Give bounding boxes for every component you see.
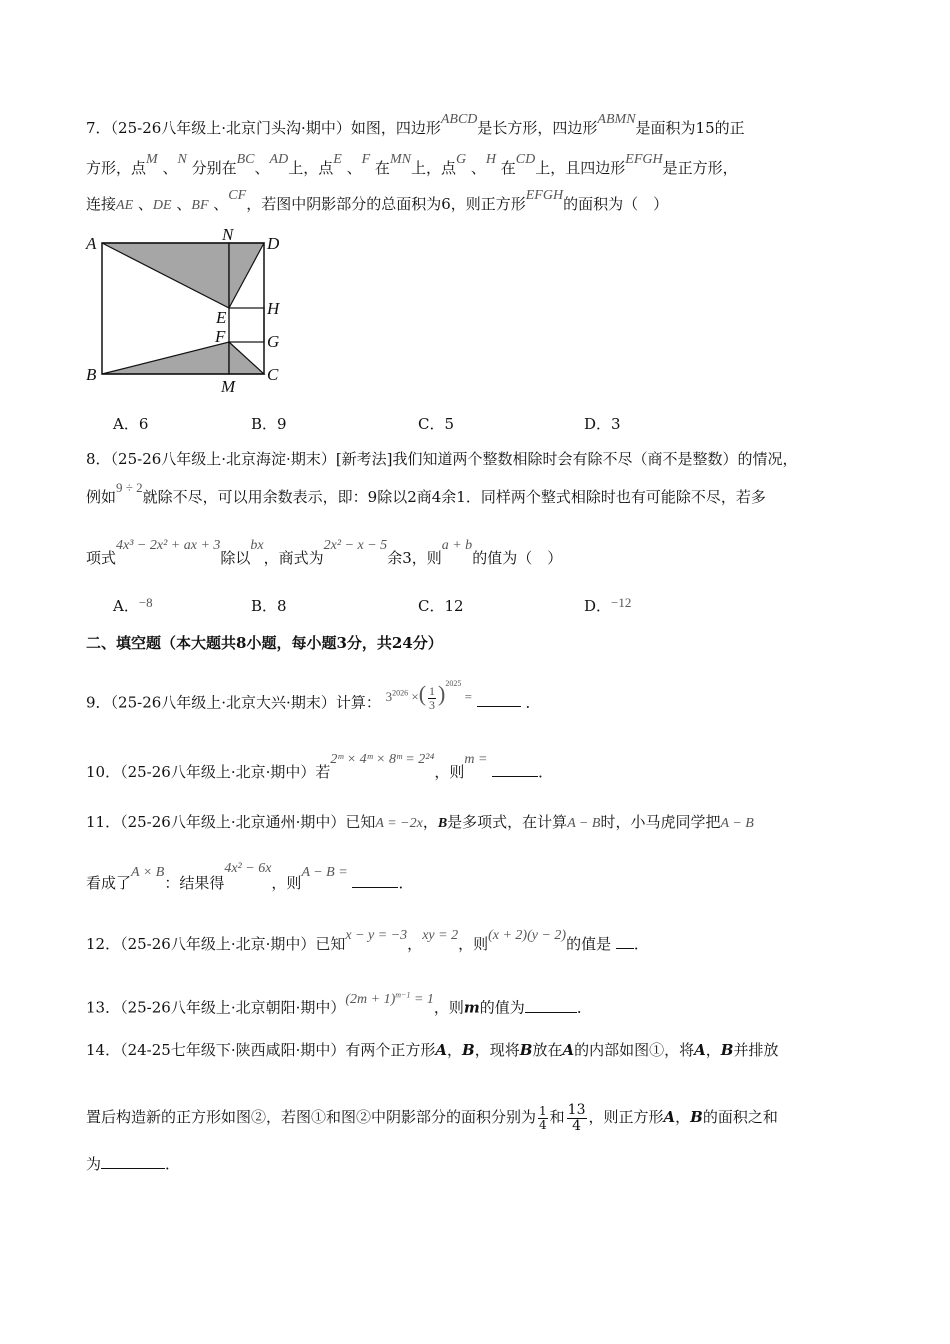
shaded-triangle-bfm [102, 342, 229, 374]
q8-option-a: A．−8 [113, 595, 153, 615]
label-e: E [216, 308, 227, 327]
label-f: F [215, 327, 226, 346]
label-m: M [221, 377, 236, 396]
q7-line3: 连接AE 、DE 、BF 、CF，若图中阴影部分的总面积为6，则正方形EFGH的面积为（ ） [86, 188, 669, 213]
q10-line: 10．（25-26八年级上·北京·期中）若2ᵐ × 4ᵐ × 8ᵐ = 2²⁴，则m = ． [86, 752, 554, 781]
q14-line1: 14．（24-25七年级下·陕西咸阳·期中）有两个正方形A，B，现将B放在A的内部如图①，将A，B并排放 [86, 1041, 779, 1059]
q7-line2: 方形，点M 、N 分别在BC、AD上，点E 、F 在MN上，点G 、H 在CD上，且四边形EFGH是正方形， [86, 152, 738, 177]
shaded-triangle-fcm [229, 342, 264, 374]
q10-answer-blank[interactable] [492, 762, 538, 777]
q8-option-c: C．12 [418, 597, 464, 615]
q11-line2: 看成了A × B：结果得4x² − 6x，则A − B = ． [86, 861, 414, 892]
section-heading: 二、填空题（本大题共8小题，每小题3分，共24分） [86, 634, 443, 652]
q14-answer-blank[interactable] [101, 1154, 165, 1169]
square-efgh [229, 308, 264, 342]
q14-line2: 置后构造新的正方形如图②，若图①和图②中阴影部分的面积分别为 $\frac{1}{4}$ 和 $\frac{13}{4}$ ，则正方形A，B的面积之和 [86, 1101, 778, 1134]
q7-option-a: A．6 [113, 415, 149, 433]
q8-line1: 8．（25-26八年级上·北京海淀·期末）[新考法]我们知道两个整数相除时会有除不尽（商不是整数）的情况， [86, 450, 798, 468]
shaded-triangle-ane [102, 243, 229, 308]
q13-line: 13．（25-26八年级上·北京朝阳·期中）$(2m + 1)^{m-1} = 1$，则m的值为 ． [86, 990, 592, 1017]
q7-option-c: C．5 [418, 415, 455, 433]
q7-line1: 7．（25-26八年级上·北京门头沟·期中）如图，四边形ABCD是长方形，四边形ABMN是面积为15的正 [86, 112, 745, 137]
label-a: A [86, 234, 97, 253]
label-c: C [267, 365, 279, 384]
label-b: B [86, 365, 97, 384]
q11-answer-blank[interactable] [352, 873, 398, 888]
q7-option-b: B．9 [251, 415, 287, 433]
q8-line3: 项式4x³ − 2x² + ax + 3除以bx，商式为2x² − x − 5余3，则a + b的值为（ ） [86, 538, 563, 567]
label-d: D [267, 234, 280, 253]
q7-figure [84, 224, 284, 396]
q8-option-d: D．−12 [584, 595, 632, 615]
q8-line2: 例如9 ÷ 2就除不尽，可以用余数表示，即：9除以2商4余1．同样两个整式相除时也有可能除不尽，若多 [86, 480, 766, 506]
q12-answer-blank[interactable] [616, 934, 634, 949]
label-n: N [222, 225, 234, 244]
label-g: G [267, 332, 280, 351]
q8-option-b: B．8 [251, 597, 287, 615]
label-h: H [267, 299, 280, 318]
q14-line3: 为 ． [86, 1155, 181, 1173]
q7-option-d: D．3 [584, 415, 621, 433]
q12-line: 12．（25-26八年级上·北京·期中）已知x − y = −3，xy = 2，则(x + 2)(y − 2)的值是 ． [86, 928, 649, 953]
q13-answer-blank[interactable] [525, 998, 577, 1013]
q11-line1: 11．（25-26八年级上·北京通州·期中）已知A = −2x，B是多项式，在计算A − B时，小马虎同学把A − B [86, 813, 754, 831]
q9-answer-blank[interactable] [477, 692, 521, 707]
shaded-triangle-dne [229, 243, 264, 308]
q9-line: 9．（25-26八年级上·北京大兴·期末）计算： $3^{2026}$ ×( $\frac{1}{3}$ )$^{2025}$ = ． [86, 679, 541, 712]
